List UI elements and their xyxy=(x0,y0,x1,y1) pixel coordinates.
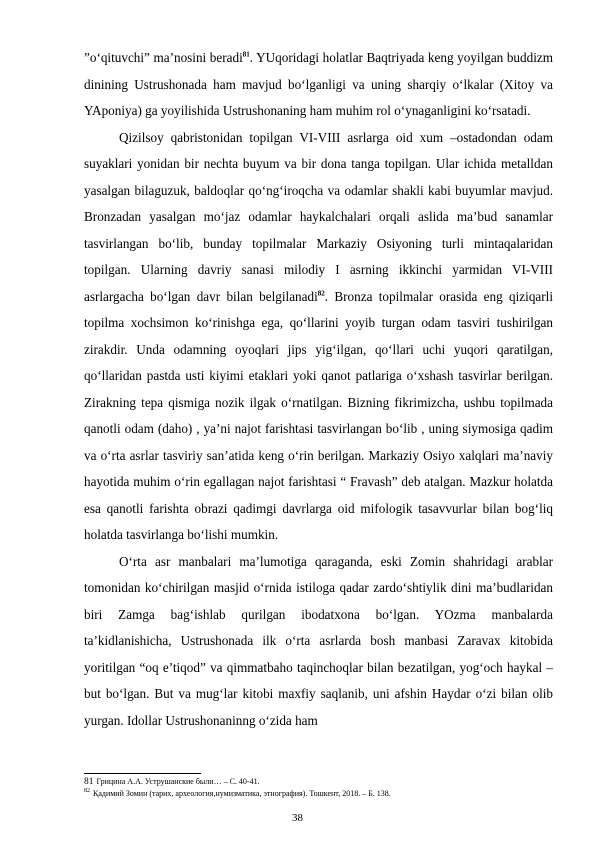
paragraph-1-text-a: ”o‘qituvchi” ma’nosini beradi xyxy=(84,50,243,65)
footnote-text: Қадимий Зомин (тарих, археология,нумизматика, этнография). Тошкент, 2018. – Б. 138. xyxy=(93,789,391,798)
footnote-text: Грицина А.А. Уструшанские были… – С. 40-41. xyxy=(96,777,260,786)
footnote-number: 81 xyxy=(84,777,94,787)
footnote-82 xyxy=(84,788,553,800)
paragraph-1 xyxy=(84,45,553,125)
paragraph-2 xyxy=(84,125,553,549)
footnote-81 xyxy=(84,776,553,788)
footnote-ref-81[interactable]: 81 xyxy=(242,50,250,59)
paragraph-2-text-a: Qizilsoy qabristonidan topilgan VI-VIII asrlarga oid xum –ostadondan odam suyaklari yonidan bir nechta buyum va bir dona tanga topilgan. Ular ichida metalldan yasalgan bilaguzuk, baldoqlar qo‘ng‘iroqcha va odamlar shakli kabi buyumlar mavjud. Bronzadan yasalgan mo‘jaz odamlar haykalchalari orqali aslida ma’bud sanamlar tasvirlangan bo‘lib, bunday topilmalar Markaziy Osiyoning turli mintaqalaridan topilgan. Ularning davriy sanasi milodiy I asrning ikkinchi yarmidan VI-VIII asrlargacha bo‘lgan davr bilan belgilanadi xyxy=(84,129,553,304)
footnote-number: 82 xyxy=(84,788,90,795)
paragraph-3: O‘rta asr manbalari ma’lumotiga qaraganda, eski Zomin shahridagi arablar tomonidan ko‘chirilgan masjid o‘rnida istiloga qadar zardo‘shtiylik dini ma’budlaridan biri Zamga bag‘ishlab qurilgan ibodatxona bo‘lgan. YOzma manbalarda ta’kidlanishicha, Ustrushonada ilk o‘rta asrlarda bosh manbasi Zaravax kitobida yoritilgan “oq e’tiqod” va qimmatbaho taqinchoqlar bilan bezatilgan, yog‘och haykal – but bo‘lgan. But va mug‘lar kitobi maxfiy saqlanib, uni afshin Haydar o‘zi bilan olib yurgan. Idollar Ustrushonaninng o‘zida ham xyxy=(84,553,553,728)
footnote-separator xyxy=(84,773,201,774)
footnote-ref-82[interactable]: 82 xyxy=(317,289,325,298)
paragraph-1-text-b: . YUqoridagi holatlar Baqtriyada keng yoyilgan buddizm dinining Ustrushonada ham mavjud bo‘lganligi va uning sharqiy o‘lkalar (Xitoy va YAponiya) ga yoyilishida Ustrushonaning ham muhim rol o‘ynaganligini ko‘rsatadi. xyxy=(84,50,553,118)
paragraph-2-text-b: . Bronza topilmalar orasida eng qiziqarli topilma xochsimon ko‘rinishga ega, qo‘llarini yoyib turgan odam tasviri tushirilgan zirakdir. Unda odamning oyoqlari jips yig‘ilgan, qo‘llari uchi yuqori qaratilgan, qo‘llaridan pastda usti kiyimi etaklari yoki qanot patlariga o‘xshash tasvirlar berilgan. Zirakning tepa qismiga nozik ilgak o‘rnatilgan. Bizning fikrimizcha, ushbu topilmada qanotli odam (daho) , ya’ni najot farishtasi tasvirlangan bo‘lib , uning siymosiga qadim va o‘rta asrlar tasviriy san’atida keng o‘rin berilgan. Markaziy Osiyo xalqlari ma’naviy hayotida muhim o‘rin egallagan najot farishtasi “ Fravash” deb atalgan. Mazkur holatda esa qanotli farishta obrazi qadimgi davrlarga oid mifologik tasavvurlar bilan bog‘liq holatda tasvirlanga bo‘lishi mumkin. xyxy=(84,288,553,542)
document-page xyxy=(84,45,553,734)
footnotes xyxy=(84,776,553,800)
page-number: 38 xyxy=(292,812,303,824)
